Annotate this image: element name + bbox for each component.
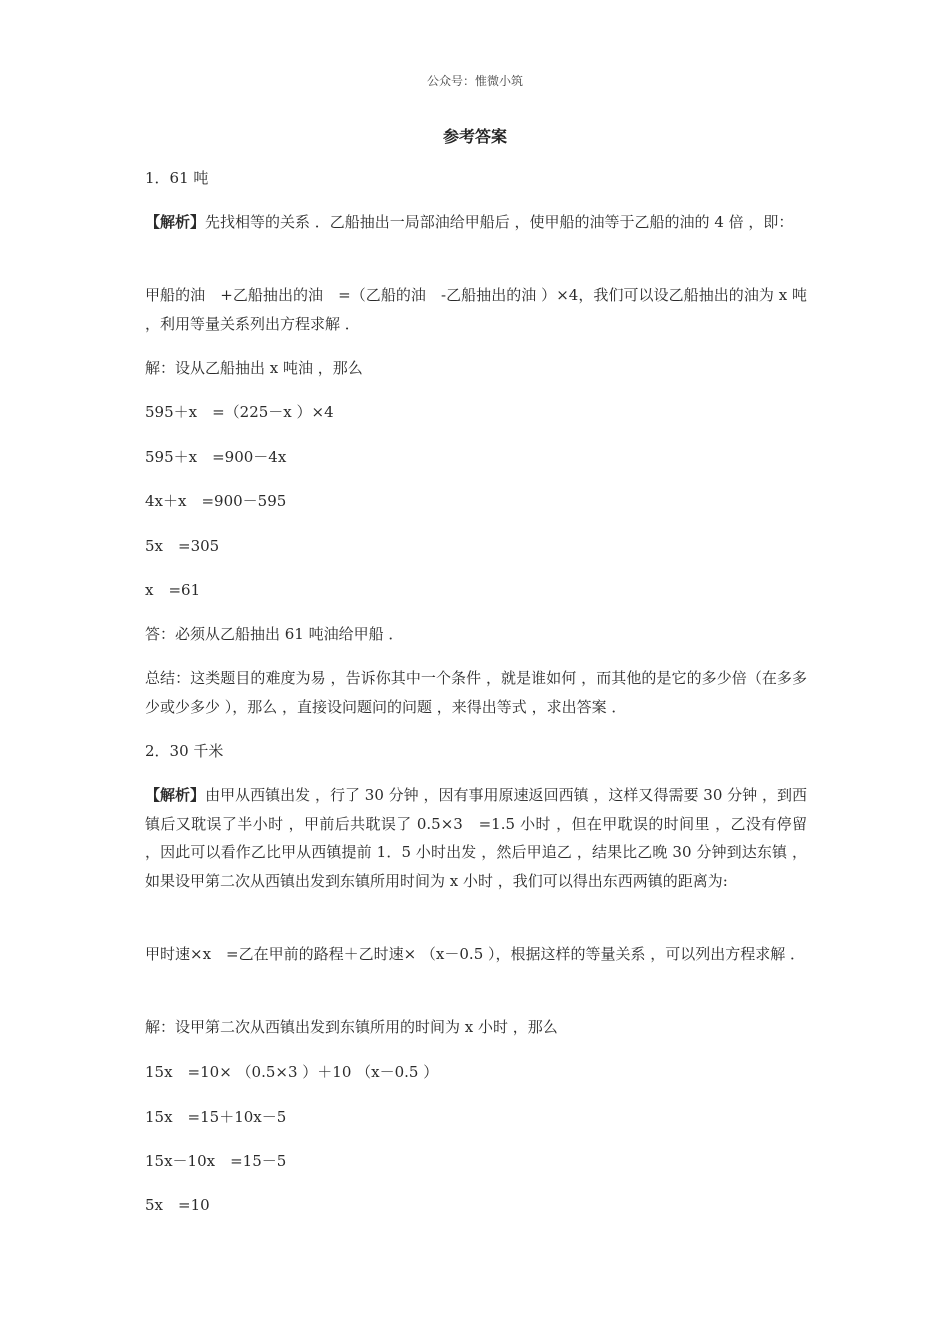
q1-analysis-text: 先找相等的关系 ．乙船抽出一局部油给甲船后 ，使甲船的油等于乙船的油的 4 倍 ，即： (205, 213, 794, 231)
q1-step-2: 595＋x =900－4x (145, 448, 287, 466)
q2-analysis-tag: 【解析】 (145, 786, 206, 804)
q2-step-3: 15x－10x =15－5 (145, 1152, 287, 1170)
q1-analysis (145, 208, 807, 237)
q2-step-4: 5x =10 (145, 1196, 210, 1214)
q1-relation: 甲船的油 +乙船抽出的油 =（乙船的油 -乙船抽出的油 ）×4，我们可以设乙船抽出的油为 x 吨 ，利用等量关系列出方程求解 ． (145, 286, 807, 333)
q1-analysis-tag: 【解析】 (145, 213, 206, 231)
q1-step-4: 5x =305 (145, 537, 220, 555)
q1-heading: 1．61 吨 (145, 169, 209, 187)
q2-analysis (145, 781, 807, 895)
q2-solve-intro: 解：设甲第二次从西镇出发到东镇所用的时间为 x 小时 ，那么 (145, 1018, 558, 1036)
q1-answer: 答：必须从乙船抽出 61 吨油给甲船 ． (145, 625, 404, 643)
q2-relation: 甲时速×x =乙在甲前的路程＋乙时速× （x－0.5 ），根据这样的等量关系 ，可以列出方程求解 ． (145, 945, 806, 963)
q1-step-3: 4x＋x =900－595 (145, 492, 287, 510)
q1-step-1: 595＋x =（225－x ）×4 (145, 403, 334, 421)
page-header: 公众号：惟微小筑 (426, 74, 523, 88)
q2-analysis-text: 由甲从西镇出发 ，行了 30 分钟 ，因有事用原速返回西镇 ，这样又得需要 30 分钟 ，到西镇后又耽误了半小时 ，甲前后共耽误了 0.5×3 =1.5 小时 ，但在甲耽误的时间里 ，乙没有停留 ，因此可以看作乙比甲从西镇提前 1．5 小时出发 ，然后甲追乙 ，结果比乙晚 30 分钟到达东镇 ，如果设甲第二次从西镇出发到东镇所用时间为 x 小时 ，我们可以得出东西两镇的距离为: (145, 786, 807, 890)
page-title: 参考答案 (442, 127, 507, 146)
q1-summary: 总结：这类题目的难度为易 ，告诉你其中一个条件 ，就是谁如何 ，而其他的是它的多少倍（在多多少或少多少 ），那么 ，直接设问题问的问题 ，来得出等式 ，求出答案 ． (145, 669, 807, 716)
q1-step-5: x =61 (145, 581, 201, 599)
q2-step-2: 15x =15＋10x－5 (145, 1108, 287, 1126)
q2-step-1: 15x =10× （0.5×3 ）＋10 （x－0.5 ） (145, 1063, 439, 1081)
q2-heading: 2．30 千米 (145, 742, 224, 760)
q1-solve-intro: 解：设从乙船抽出 x 吨油 ，那么 (145, 359, 363, 377)
